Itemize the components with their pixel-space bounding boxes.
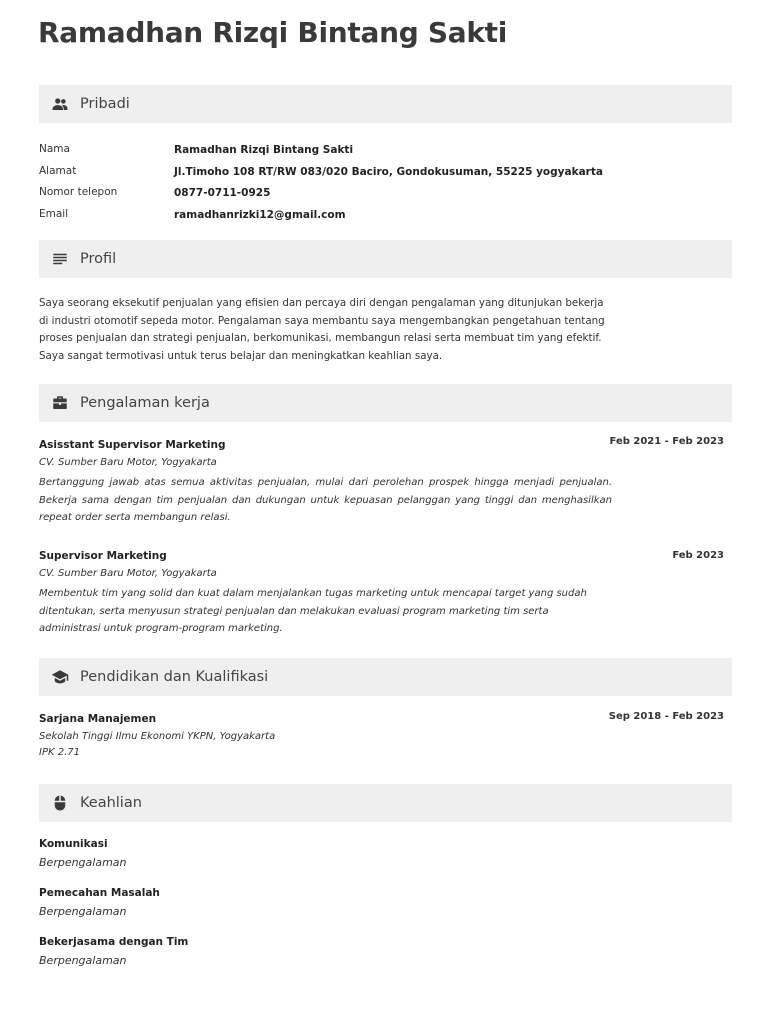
job-title: Asisstant Supervisor Marketing xyxy=(39,439,226,451)
skill-name: Pemecahan Masalah xyxy=(39,887,160,899)
briefcase-icon xyxy=(50,393,70,413)
personal-row-address xyxy=(39,165,732,183)
section-title-pribadi: Pribadi xyxy=(80,96,130,112)
section-title-pengalaman: Pengalaman kerja xyxy=(80,395,210,411)
section-header-keahlian xyxy=(39,784,732,822)
section-title-keahlian: Keahlian xyxy=(80,795,142,811)
education-gpa: IPK 2.71 xyxy=(39,747,80,758)
section-title-profil: Profil xyxy=(80,251,117,267)
personal-value: Jl.Timoho 108 RT/RW 083/020 Baciro, Gondokusuman, 55225 yogyakarta xyxy=(174,166,603,178)
page-title: Ramadhan Rizqi Bintang Sakti xyxy=(38,16,508,49)
job-description: Membentuk tim yang solid dan kuat dalam menjalankan tugas marketing untuk mencapai target yang sudah ditentukan, serta menyusun strategi penjualan dan melakukan evaluasi program marketing tim serta administrasi untuk program-program marketing. xyxy=(39,588,587,634)
education-entry xyxy=(39,713,732,758)
skill-level: Berpengalaman xyxy=(39,856,127,869)
people-icon xyxy=(50,94,70,114)
education-degree: Sarjana Manajemen xyxy=(39,713,157,725)
skill-name: Komunikasi xyxy=(39,838,108,850)
personal-row-email xyxy=(39,208,732,226)
skill-item xyxy=(39,936,188,967)
personal-value: ramadhanrizki12@gmail.com xyxy=(174,209,346,221)
personal-label: Alamat xyxy=(39,165,77,177)
section-header-profil xyxy=(39,240,732,278)
job-company: CV. Sumber Baru Motor, Yogyakarta xyxy=(39,457,217,468)
personal-label: Nama xyxy=(39,143,70,155)
education-date: Sep 2018 - Feb 2023 xyxy=(608,711,724,722)
lines-icon xyxy=(50,249,70,269)
personal-row-phone xyxy=(39,186,732,204)
skill-item xyxy=(39,887,160,918)
job-title: Supervisor Marketing xyxy=(39,550,167,562)
job-date: Feb 2021 - Feb 2023 xyxy=(609,436,724,447)
personal-label: Email xyxy=(39,208,69,220)
section-header-pengalaman xyxy=(39,384,732,422)
personal-label: Nomor telepon xyxy=(39,186,118,198)
job-date: Feb 2023 xyxy=(672,550,724,561)
personal-value: Ramadhan Rizqi Bintang Sakti xyxy=(174,144,354,156)
experience-entry xyxy=(39,436,732,527)
job-company: CV. Sumber Baru Motor, Yogyakarta xyxy=(39,568,217,579)
section-header-pribadi xyxy=(39,85,732,123)
graduation-cap-icon xyxy=(50,667,70,687)
section-title-pendidikan: Pendidikan dan Kualifikasi xyxy=(80,669,269,685)
skill-name: Bekerjasama dengan Tim xyxy=(39,936,189,948)
section-header-pendidikan xyxy=(39,658,732,696)
personal-row-name xyxy=(39,143,732,161)
personal-value: 0877-0711-0925 xyxy=(174,187,271,199)
skill-item xyxy=(39,838,127,869)
mouse-icon xyxy=(50,793,70,813)
experience-entry xyxy=(39,550,732,638)
skill-level: Berpengalaman xyxy=(39,905,127,918)
profile-text: Saya seorang eksekutif penjualan yang efisien dan percaya diri dengan pengalaman yang ditunjukan bekerja di industri otomotif sepeda motor. Pengalaman saya membantu saya mengembangkan pengetahuan tentang proses penjualan dan strategi penjualan, berkomunikasi, membangun relasi serta membuat tim yang efektif. Saya sangat termotivasi untuk terus belajar dan meningkatkan keahlian saya. xyxy=(39,297,605,362)
job-description: Bertanggung jawab atas semua aktivitas penjualan, mulai dari perolehan prospek hingga menjadi penjualan. Bekerja sama dengan tim penjualan dan dukungan untuk kepuasan pelanggan yang tinggi dan menghasilkan repeat order serta membangun relasi. xyxy=(39,477,612,523)
skill-level: Berpengalaman xyxy=(39,954,127,967)
education-school: Sekolah Tinggi Ilmu Ekonomi YKPN, Yogyakarta xyxy=(39,731,276,742)
